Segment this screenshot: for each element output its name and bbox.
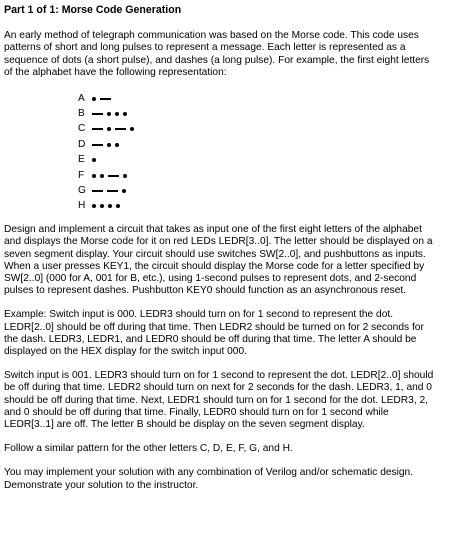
text-line: be off during that time. LEDR2 should turn on next for 2 seconds for the dash. LEDR3, 1, and 0 xyxy=(4,382,432,394)
morse-code-symbols xyxy=(92,97,115,101)
follow-paragraph xyxy=(4,443,471,455)
morse-code-symbols xyxy=(92,143,123,147)
text-line: You may implement your solution with any combination of Verilog and/or schematic design. xyxy=(4,467,414,479)
morse-code-symbols xyxy=(92,127,138,131)
morse-dash xyxy=(92,128,103,130)
text-line: should be off during that time. Next, LEDR1 should turn on for 1 second for the dot. LEDR3, 2, xyxy=(4,394,428,406)
text-line: Design and implement a circuit that takes as input one of the first eight letters of the alphabet xyxy=(4,224,422,236)
morse-letter: G xyxy=(78,184,86,196)
morse-row xyxy=(78,91,471,106)
morse-letter: H xyxy=(78,200,86,212)
morse-dot xyxy=(92,174,96,178)
morse-code-symbols xyxy=(92,189,130,193)
morse-dot xyxy=(92,204,96,208)
text-line: seven segment display. Your circuit should use switches SW[2..0], and pushbuttons as inputs. xyxy=(4,248,426,260)
morse-dot xyxy=(116,204,120,208)
text-line: When a user presses KEY1, the circuit should display the Morse code for a letter specified by xyxy=(4,260,425,272)
morse-dot xyxy=(100,204,104,208)
text-line: Switch input is 001. LEDR3 should turn on for 1 second to represent the dot. LEDR[2..0] should xyxy=(4,370,434,382)
page-title: Part 1 of 1: Morse Code Generation xyxy=(4,4,182,16)
morse-dot xyxy=(92,97,96,101)
morse-code-symbols xyxy=(92,158,100,162)
morse-dot xyxy=(123,174,127,178)
implement-paragraph xyxy=(4,467,471,491)
text-line: LEDR[2..0] should be off during that time. Then LEDR2 should be turned on for 2 seconds for xyxy=(4,321,424,333)
text-line: Follow a similar pattern for the other letters C, D, E, F, G, and H. xyxy=(4,443,293,455)
text-line: displayed on the HEX display for the switch input 000. xyxy=(4,345,247,357)
morse-row xyxy=(78,199,471,214)
morse-dash xyxy=(100,98,111,100)
morse-dash xyxy=(107,190,118,192)
morse-letter: F xyxy=(78,169,85,181)
morse-row xyxy=(78,106,471,121)
text-line: SW[2..0] (000 for A, 001 for B, etc.), using 1-second pulses to represent dots, and 2-second xyxy=(4,272,417,284)
text-line: and 0 should be off during that time. Finally, LEDR0 should turn on for 1 second while xyxy=(4,406,389,418)
morse-dash xyxy=(92,144,103,146)
text-line: Demonstrate your solution to the instructor. xyxy=(4,479,199,491)
morse-row xyxy=(78,153,471,168)
morse-row xyxy=(78,137,471,152)
example-paragraph xyxy=(4,309,471,358)
text-line: sequence of dots (a short pulse), and dashes (a long pulse). For example, the first eight letters xyxy=(4,54,430,66)
switch-001-paragraph xyxy=(4,370,471,431)
text-line: pulses to represent dashes. Pushbutton KEY0 should function as an asynchronous reset. xyxy=(4,285,407,297)
text-line: and displays the Morse code for it on red LEDs LEDR[3..0]. The letter should be displayed on a xyxy=(4,236,433,248)
text-line: patterns of short and long pulses to represent a message. Each letter is represented as a xyxy=(4,42,406,54)
design-paragraph xyxy=(4,224,471,297)
text-line: LEDR[3..1] are off. The letter B should be display on the seven segment display. xyxy=(4,418,365,430)
morse-dash xyxy=(92,190,103,192)
morse-dot xyxy=(115,143,119,147)
morse-letter: E xyxy=(78,154,85,166)
text-line: the dash. LEDR3, LEDR1, and LEDR0 should be off during that time. The letter A should be xyxy=(4,333,417,345)
morse-dot xyxy=(122,189,126,193)
morse-dot xyxy=(107,127,111,131)
text-line: of the alphabet have the following representation: xyxy=(4,66,227,78)
morse-dot xyxy=(100,174,104,178)
morse-code-symbols xyxy=(92,174,131,178)
morse-dot xyxy=(107,143,111,147)
morse-dot xyxy=(123,112,127,116)
morse-dot xyxy=(107,112,111,116)
morse-dot xyxy=(130,127,134,131)
morse-dot xyxy=(92,158,96,162)
morse-dash xyxy=(115,128,126,130)
text-line: An early method of telegraph communication was based on the Morse code. This code uses xyxy=(4,30,419,42)
morse-dot xyxy=(115,112,119,116)
morse-code-table xyxy=(78,91,471,214)
morse-dot xyxy=(108,204,112,208)
morse-row xyxy=(78,183,471,198)
morse-row xyxy=(78,168,471,183)
morse-letter: B xyxy=(78,108,85,119)
morse-letter: D xyxy=(78,138,86,150)
morse-row xyxy=(78,122,471,137)
morse-dash xyxy=(92,113,103,115)
morse-code-symbols xyxy=(92,112,131,116)
morse-dash xyxy=(108,175,119,177)
text-line: Example: Switch input is 000. LEDR3 should turn on for 1 second to represent the dot. xyxy=(4,309,394,321)
intro-paragraph xyxy=(4,30,471,79)
morse-code-symbols xyxy=(92,204,124,208)
morse-letter: C xyxy=(78,123,86,135)
morse-letter: A xyxy=(78,92,85,104)
